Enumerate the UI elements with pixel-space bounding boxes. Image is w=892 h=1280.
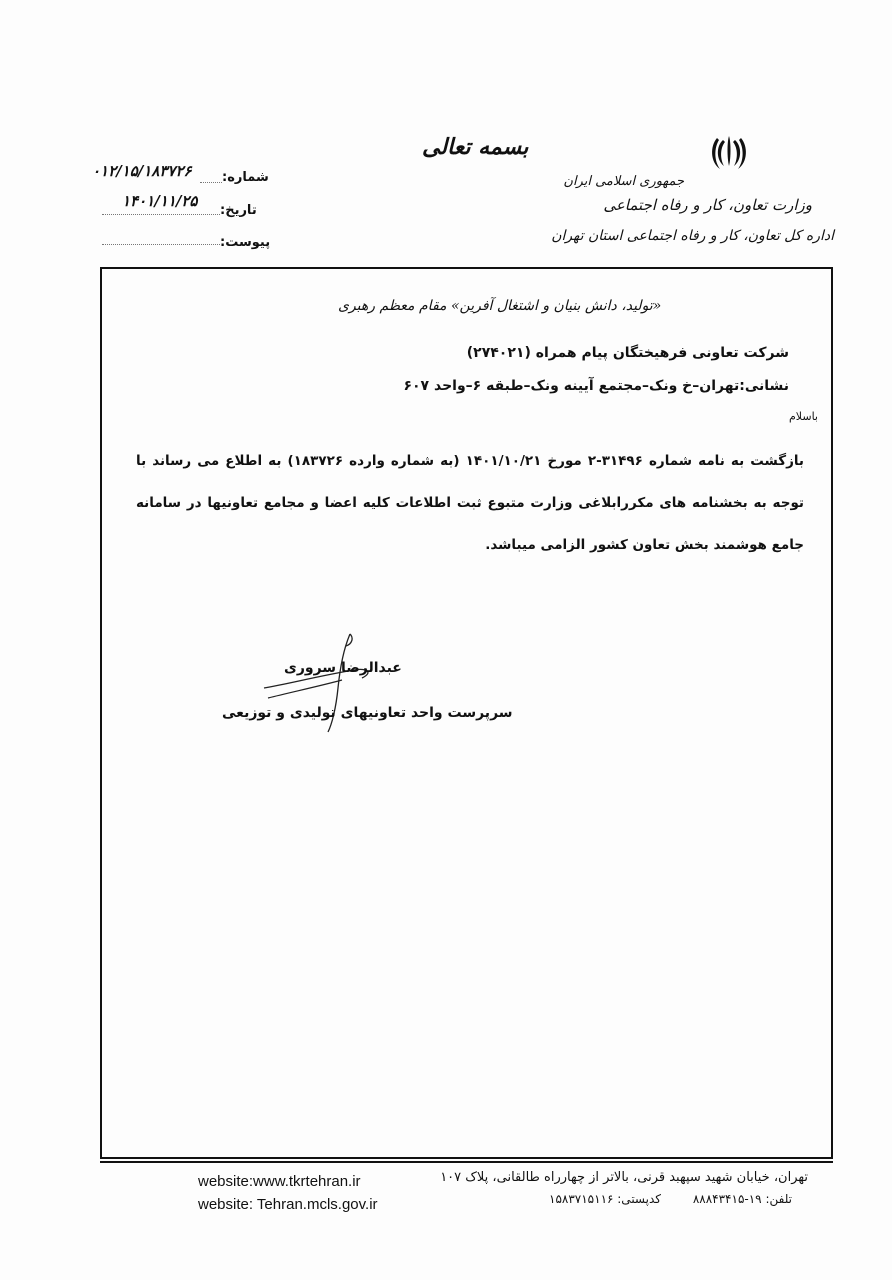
date-value: ۱۴۰۱/۱۱/۲۵	[122, 192, 198, 210]
letter-body-paragraph: بازگشت به نامه شماره ۳۱۴۹۶-۲ مورخ ۱۴۰۱/۱۰/۲۱ (به شماره وارده ۱۸۳۷۲۶) به اطلاع می رساند با توجه به بخشنامه های مکررابلاغی وزارت متبوع ثبت اطلاعات کلیه اعضا و مجامع تعاونیها در سامانه جامع هوشمند بخش تعاون کشور الزامی میباشد.	[136, 453, 804, 553]
greeting: باسلام	[788, 410, 818, 423]
ministry-line-name: وزارت تعاون، کار و رفاه اجتماعی	[603, 196, 812, 214]
leader-slogan: «تولید، دانش بنیان و اشتغال آفرین» مقام معظم رهبری	[338, 298, 662, 314]
number-dots	[200, 182, 222, 183]
attachment-dots	[102, 244, 220, 245]
signer-name: عبدالرضا سروری	[284, 660, 402, 676]
invocation-heading: بسمه تعالی	[422, 134, 529, 160]
handwritten-signature	[258, 628, 388, 738]
signer-title: سرپرست واحد تعاونیهای تولیدی و توزیعی	[222, 705, 513, 721]
date-dots	[102, 214, 220, 215]
recipient-address: نشانی:تهران–خ ونک–مجتمع آیینه ونک–طبقه ۶–واحد ۶۰۷	[403, 378, 789, 394]
number-label: شماره:	[222, 170, 269, 185]
iran-emblem-icon	[708, 132, 750, 172]
footer-postal-code: کدپستی: ۱۵۸۳۷۱۵۱۱۶	[549, 1192, 661, 1206]
footer-address: تهران، خیابان شهید سپهبد قرنی، بالاتر از چهارراه طالقانی، پلاک ۱۰۷	[440, 1170, 808, 1185]
recipient-line: شرکت تعاونی فرهیختگان پیام همراه (۲۷۴۰۲۱)	[466, 345, 789, 361]
footer-contacts	[521, 1192, 792, 1206]
ministry-line-country: جمهوری اسلامی ایران	[563, 174, 684, 189]
attachment-label: پیوست:	[220, 235, 271, 250]
footer-phone: تلفن: ۱۹-۸۸۸۴۳۴۱۵	[692, 1192, 792, 1206]
footer-divider	[100, 1161, 833, 1163]
footer-website-2: website: Tehran.mcls.gov.ir	[198, 1196, 378, 1213]
ministry-line-office: اداره کل تعاون، کار و رفاه اجتماعی استان تهران	[551, 228, 834, 244]
date-label: تاریخ:	[220, 203, 257, 218]
footer-website-1: website:www.tkrtehran.ir	[198, 1173, 361, 1190]
number-value: ۰۱۲/۱۵/۱۸۳۷۲۶	[92, 162, 192, 180]
